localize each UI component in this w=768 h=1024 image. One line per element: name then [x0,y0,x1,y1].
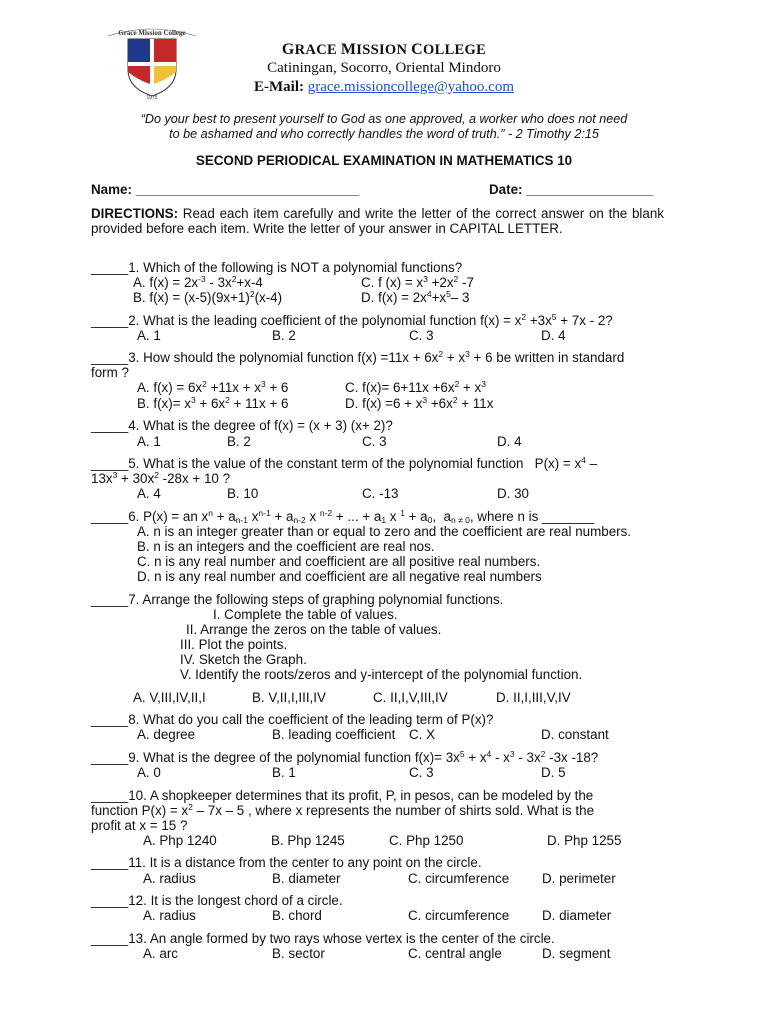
q5-choice-b: B. 10 [227,486,259,501]
q3-choice-c: C. $f(x)= 6+11x +6x^2 + x^3$ [345,379,486,395]
q1-choice-c: C. f $(x) = x^3 +2x^2$ -7 [361,274,474,290]
q4-choice-c: C. 3 [362,434,387,449]
q6-choice-c: C. n is any real number and coefficient are all positive real numbers. [137,554,541,569]
q4-choice-b: B. 2 [227,434,251,449]
question-13: _____13. An angle formed by two rays whose vertex is the center of the circle. [91,931,555,946]
q11-choice-c: C. circumference [408,871,510,886]
q12-choice-a: A. radius [143,908,196,923]
question-7: _____7. Arrange the following steps of graphing polynomial functions. [91,592,504,607]
q9-choice-a: A. 0 [137,765,161,780]
school-email: E-Mail: grace.missioncollege@yahoo.com [254,79,514,95]
q5-choice-a: A. 4 [137,486,161,501]
q2-choice-a: A. 1 [137,328,161,343]
q8-choice-d: D. constant [541,727,609,742]
q7-step-5: V. Identify the roots/zeros and y-intercept of the polynomial function. [180,667,583,682]
question-10: _____10. A shopkeeper determines that its profit, P, in pesos, can be modeled by the [91,788,594,803]
q12-choice-c: C. circumference [408,908,510,923]
question-10-cont: function $P(x) = x^2 - 7x - 5$ , where x represents the number of shirts sold. What is the [91,802,595,818]
q8-choice-b: B. leading coefficient [272,727,396,742]
exam-title: SECOND PERIODICAL EXAMINATION IN MATHEMATICS 10 [195,153,573,168]
q11-choice-a: A. radius [143,871,196,886]
q7-step-3: III. Plot the points. [180,637,288,652]
logo-year: 1975 [146,95,158,100]
q7-choice-b: B. V,II,I,III,IV [252,690,326,705]
q7-step-2: II. Arrange the zeros on the table of values. [186,622,442,637]
q5-choice-d: D. 30 [497,486,530,501]
q10-choice-d: D. Php 1255 [547,833,622,848]
q7-step-1: I. Complete the table of values. [213,607,398,622]
q4-choice-a: A. 1 [137,434,161,449]
q10-choice-a: A. Php 1240 [143,833,217,848]
q3-choice-a: A. $f(x) = 6x^2 +11x + x^3 + 6$ [137,379,289,395]
q1-choice-d: D. $f(x) = 2x^4+x^5-$ 3 [361,289,470,305]
q2-choice-c: C. 3 [409,328,434,343]
q10-choice-c: C. Php 1250 [389,833,464,848]
question-8: _____8. What do you call the coefficient of the leading term of P(x)? [91,712,494,727]
school-name: GRACE MISSION COLLEGE [281,41,487,58]
question-5-cont: $13x^3 + 30x^2$ -28x + 10 ? [91,470,231,486]
q9-choice-d: D. 5 [541,765,566,780]
q7-step-4: IV. Sketch the Graph. [180,652,307,667]
question-11: _____11. It is a distance from the center to any point on the circle. [91,855,482,870]
school-address: Catiningan, Socorro, Oriental Mindoro [267,60,501,76]
q10-choice-b: B. Php 1245 [271,833,345,848]
date-field[interactable]: Date: _________________ [489,182,653,197]
email-link[interactable]: grace.missioncollege@yahoo.com [307,79,514,95]
q7-choice-a: A. V,III,IV,II,I [133,690,206,705]
q6-choice-d: D. n is any real number and coefficient are all negative real numbers [137,569,542,584]
q8-choice-a: A. degree [137,727,196,742]
question-2: _____2. What is the leading coefficient of the polynomial function $f(x) = x^2 +3x^5 + 7x - 2$? [91,312,613,328]
q8-choice-c: C. X [409,727,436,742]
q13-choice-d: D. segment [542,946,611,961]
name-field[interactable]: Name: ______________________________ [91,182,360,197]
q6-choice-a: A. n is an integer greater than or equal to zero and the coefficient are real numbers. [137,524,632,539]
question-1: _____1. Which of the following is NOT a polynomial functions? [91,260,463,275]
q5-choice-c: C. -13 [362,486,399,501]
q13-choice-c: C. central angle [408,946,502,961]
question-5: _____5. What is the value of the constant term of the polynomial function $P(x) = x^4$ – [91,455,598,471]
question-3: _____3. How should the polynomial function $f(x) =11x + 6x^2 + x^3 + 6$ be written in standard [91,349,625,365]
logo-text: Grace Mission College [118,29,186,37]
q3-choice-b: B. $f(x)= x^3 + 6x^2 + 11x + 6$ [137,395,289,411]
q13-choice-b: B. sector [272,946,325,961]
question-6: _____6. P(x) = an $x^n + a_{n-1}$ $x^{n-1} + a_{n-2}$ x $^{n-2}$ + ... + $a_1$ x $^1 + a_0$, $a_{n \ne 0}$, where n is _______ [91,508,595,525]
question-4: _____4. What is the degree of f(x) = (x + 3) (x+ 2)? [91,418,393,433]
q11-choice-d: D. perimeter [542,871,616,886]
question-12: _____12. It is the longest chord of a circle. [91,893,343,908]
q3-choice-d: D. $f(x) =6 + x^3 +6x^2 + 11x$ [345,395,494,411]
q9-choice-c: C. 3 [409,765,434,780]
q11-choice-b: B. diameter [272,871,341,886]
q9-choice-b: B. 1 [272,765,296,780]
question-9: _____9. What is the degree of the polynomial function $f(x)= 3x^5 + x^4 - x^3 - 3x^2$ -3x -18? [91,749,599,765]
q2-choice-d: D. 4 [541,328,566,343]
q7-choice-c: C. II,I,V,III,IV [373,690,448,705]
q7-choice-d: D. II,I,III,V,IV [496,690,571,705]
bible-quote: “Do your best to present yourself to God as one approved, a worker who does not need to be ashamed and who correctly handles the word of truth.” - 2 Timothy 2:15 [140,112,628,141]
question-3-cont: form ? [91,365,129,380]
q13-choice-a: A. arc [143,946,178,961]
q1-choice-b: B. $f(x) = (x-5)(9x+1)^2(x-4)$ [133,289,283,305]
q12-choice-d: D. diameter [542,908,612,923]
q12-choice-b: B. chord [272,908,322,923]
q1-choice-a: A. $f(x) = 2x^{-3} - 3x^2+x-4$ [133,274,263,290]
q6-choice-b: B. n is an integers and the coefficient are real nos. [137,539,435,554]
question-10-cont2: profit at x = 15 ? [91,818,188,833]
q2-choice-b: B. 2 [272,328,296,343]
directions: DIRECTIONS: Read each item carefully and write the letter of the correct answer on the blank provided before each item. Write the letter of your answer in CAPITAL LETTER. [91,206,664,237]
q4-choice-d: D. 4 [497,434,522,449]
